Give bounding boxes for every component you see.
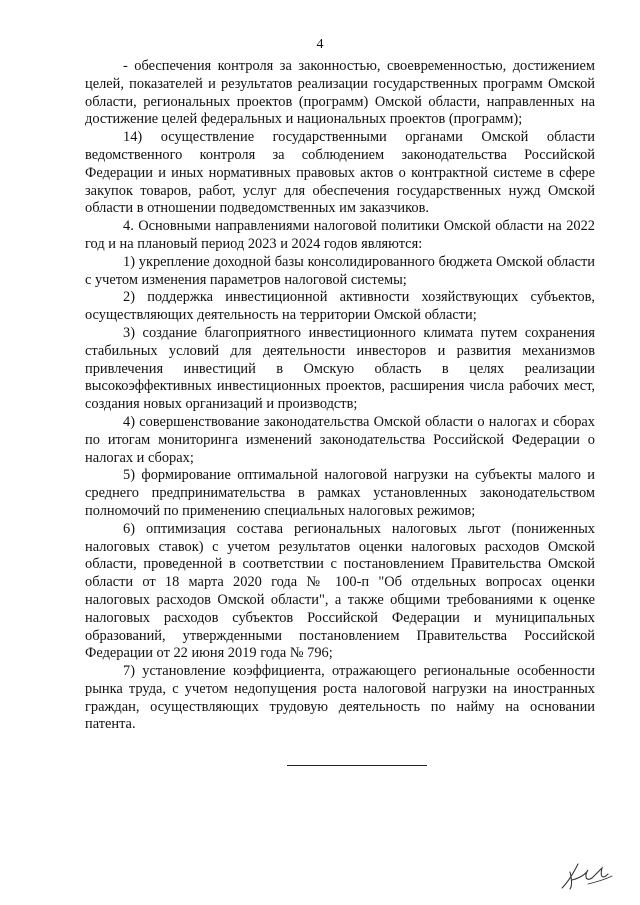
paragraph-item-13-continuation: - обеспечения контроля за законностью, своевременностью, достижением целей, показателей и результатов реализации государственных программ Омской области, региональных проектов (программ) Омской области, направленных на достижение целей федеральных и национальных проектов (программ);	[85, 58, 595, 128]
paragraph-tax-item-4: 4) совершенствование законодательства Омской области о налогах и сборах по итогам мониторинга изменений законодательства Российской Федерации о налогах и сборах;	[85, 413, 595, 466]
paragraph-item-14: 14) осуществление государственными органами Омской области ведомственного контроля за соблюдением законодательства Российской Федерации и иных нормативных правовых актов о контрактной системе в сфере закупок товаров, работ, услуг для обеспечения государственных нужд Омской области в отношении подведомственных им заказчиков.	[85, 129, 595, 217]
page-number: 4	[316, 37, 324, 52]
document-body	[85, 58, 595, 734]
signature-mark	[558, 858, 616, 892]
paragraph-tax-item-5: 5) формирование оптимальной налоговой нагрузки на субъекты малого и среднего предпринимательства в рамках установленных законодательством полномочий по применению специальных налоговых режимов;	[85, 467, 595, 519]
paragraph-section-4-intro: 4. Основными направлениями налоговой политики Омской области на 2022 год и на плановый период 2023 и 2024 годов являются:	[85, 218, 595, 252]
paragraph-tax-item-7: 7) установление коэффициента, отражающего региональные особенности рынка труда, с учетом недопущения роста налоговой нагрузки на иностранных граждан, осуществляющих трудовую деятельность по найму на основании патента.	[85, 663, 595, 733]
paragraph-tax-item-6: 6) оптимизация состава региональных налоговых льгот (пониженных налоговых ставок) с учетом результатов оценки налоговых расходов Омской области, проведенной в соответствии с постановлением Правительства Омской области от 18 марта 2020 года № 100-п "Об отдельных вопросах оценки налоговых расходов Омской области", а также общими требованиями к оценке налоговых расходов субъектов Российской Федерации и муниципальных образований, утвержденными постановлением Правительства Российской Федерации от 22 июня 2019 года № 796;	[85, 520, 595, 662]
end-divider-line	[287, 765, 427, 766]
paragraph-tax-item-3: 3) создание благоприятного инвестиционного климата путем сохранения стабильных условий для деятельности инвесторов и развития механизмов привлечения инвестиций в Омскую область в целях реализации высокоэффективных инвестиционных проектов, расширения числа рабочих мест, создания новых организаций и производств;	[85, 324, 595, 413]
paragraph-tax-item-2: 2) поддержка инвестиционной активности хозяйствующих субъектов, осуществляющих деятельность на территории Омской области;	[85, 289, 595, 324]
paragraph-tax-item-1: 1) укрепление доходной базы консолидированного бюджета Омской области с учетом изменения параметров налоговой системы;	[85, 253, 595, 288]
